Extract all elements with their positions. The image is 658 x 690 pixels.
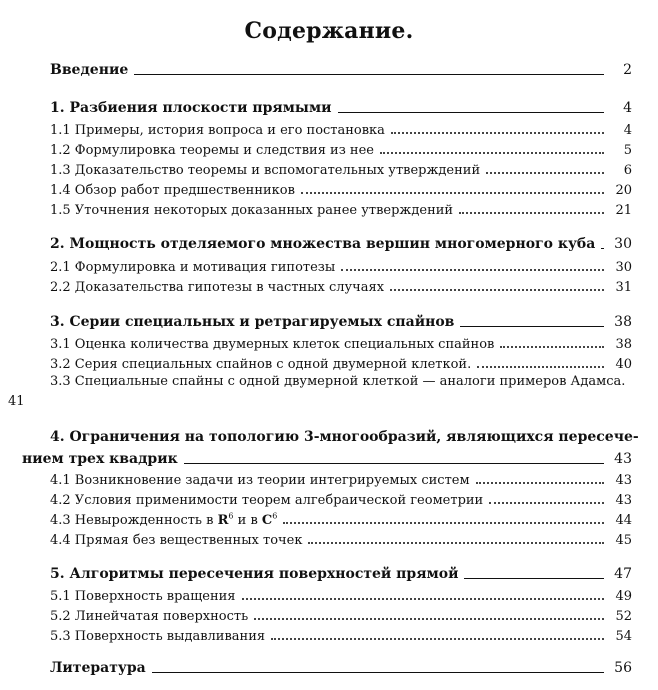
toc-entry-label: 2.2 Доказательства гипотезы в частных случаях xyxy=(50,280,385,295)
toc-page-number: 43 xyxy=(615,493,632,508)
toc-subsection-2-2[interactable] xyxy=(50,277,632,295)
toc-entry-label: 1.1 Примеры, история вопроса и его постановка xyxy=(50,123,385,138)
toc-page-number: 4 xyxy=(623,123,632,138)
leader-line xyxy=(152,672,604,673)
leader-dots xyxy=(486,172,604,174)
toc-subsection-3-1[interactable] xyxy=(50,334,632,352)
toc-page-number: 30 xyxy=(615,260,632,275)
toc-subsection-4-4[interactable] xyxy=(50,530,632,548)
toc-page-number: 5 xyxy=(623,143,632,158)
toc-page-number: 4 xyxy=(623,100,632,116)
toc-section-2[interactable] xyxy=(50,234,632,252)
toc-entry-label: 3. Серии специальных и ретрагируемых спайнов xyxy=(50,314,455,330)
page-title: Содержание. xyxy=(244,18,414,44)
leader-line xyxy=(184,463,604,464)
leader-dots xyxy=(500,346,604,348)
toc-entry-label: 3.3 Специальные спайны с одной двумерной клеткой — аналоги примеров Адамса. xyxy=(50,374,626,389)
toc-page-number: 45 xyxy=(615,533,632,548)
leader-line xyxy=(460,326,604,327)
toc-entry-label: 4.3 Невырожденность в $R^6$ и в $C^6$ xyxy=(50,511,278,528)
toc-entry-intro[interactable] xyxy=(50,60,632,78)
leader-dots xyxy=(301,192,604,194)
toc-entry-label: 4.4 Прямая без вещественных точек xyxy=(50,533,303,548)
leader-dots xyxy=(489,502,604,504)
leader-dots xyxy=(390,289,604,291)
leader-dots xyxy=(380,152,604,154)
toc-entry-label: 5.2 Линейчатая поверхность xyxy=(50,609,249,624)
leader-line xyxy=(601,248,604,249)
toc-subsection-5-2[interactable] xyxy=(50,606,632,624)
toc-page-number: 30 xyxy=(614,236,632,252)
toc-section-1[interactable] xyxy=(50,98,632,116)
toc-page-number: 20 xyxy=(615,183,632,198)
toc-subsection-3-2[interactable] xyxy=(50,354,632,372)
toc-entry-label: 1.4 Обзор работ предшественников xyxy=(50,183,295,198)
toc-entry-label: 4.2 Условия применимости теорем алгебраической геометрии xyxy=(50,493,484,508)
toc-subsection-1-2[interactable] xyxy=(50,140,632,158)
toc-section-3[interactable] xyxy=(50,312,632,330)
toc-entry-label: 1.5 Уточнения некоторых доказанных ранее утверждений xyxy=(50,203,454,218)
toc-subsection-2-1[interactable] xyxy=(50,257,632,275)
leader-dots xyxy=(271,638,604,640)
toc-section-4[interactable] xyxy=(22,429,639,467)
toc-page-number: 21 xyxy=(615,203,632,218)
toc-page-number: 38 xyxy=(615,337,632,352)
leader-dots xyxy=(242,598,604,600)
toc-page-number: 44 xyxy=(615,513,632,528)
toc-entry-label: Введение xyxy=(50,62,129,78)
toc-subsection-1-3[interactable] xyxy=(50,160,632,178)
toc-subsection-1-4[interactable] xyxy=(50,180,632,198)
toc-entry-label: 1. Разбиения плоскости прямыми xyxy=(50,100,332,116)
toc-subsection-4-3[interactable] xyxy=(50,510,632,528)
toc-entry-label: 5.3 Поверхность выдавливания xyxy=(50,629,266,644)
leader-dots xyxy=(283,522,604,524)
toc-entry-label: 4.1 Возникновение задачи из теории интегрируемых систем xyxy=(50,473,470,488)
toc-entry-label: 3.1 Оценка количества двумерных клеток специальных спайнов xyxy=(50,337,495,352)
toc-entry-label: 2.1 Формулировка и мотивация гипотезы xyxy=(50,260,336,275)
toc-entry-label: Литература xyxy=(50,660,146,676)
toc-subsection-4-1[interactable] xyxy=(50,470,632,488)
toc-entry-label: 5. Алгоритмы пересечения поверхностей прямой xyxy=(50,566,459,582)
leader-dots xyxy=(476,482,604,484)
leader-line xyxy=(464,578,604,579)
leader-dots xyxy=(391,132,604,134)
toc-page-number: 49 xyxy=(615,589,632,604)
leader-dots xyxy=(254,618,604,620)
toc-subsection-1-1[interactable] xyxy=(50,120,632,138)
toc-subsection-5-3[interactable] xyxy=(50,626,632,644)
toc-entry-label-line2: нием трех квадрик xyxy=(22,451,178,467)
leader-line xyxy=(134,74,604,75)
leader-dots xyxy=(308,542,604,544)
toc-page-number: 2 xyxy=(623,62,632,78)
leader-dots xyxy=(459,212,604,214)
toc-entry-label: 3.2 Серия специальных спайнов с одной двумерной клеткой. xyxy=(50,357,472,372)
leader-dots xyxy=(477,366,604,368)
toc-page-number: 54 xyxy=(615,629,632,644)
toc-page-number: 40 xyxy=(615,357,632,372)
toc-subsection-1-5[interactable] xyxy=(50,200,632,218)
toc-section-5[interactable] xyxy=(50,564,632,582)
toc-page-number: 38 xyxy=(614,314,632,330)
toc-entry-label: 5.1 Поверхность вращения xyxy=(50,589,236,604)
leader-dots xyxy=(341,269,604,271)
toc-entry-references[interactable] xyxy=(50,658,632,676)
toc-page-number: 6 xyxy=(623,163,632,178)
toc-page-number: 47 xyxy=(614,566,632,582)
toc-entry-label-line1: 4. Ограничения на топологию 3-многообразий, являющихся пересече- xyxy=(50,429,639,445)
leader-line xyxy=(338,112,604,113)
toc-entry-label: 1.2 Формулировка теоремы и следствия из нее xyxy=(50,143,374,158)
toc-page-number: 43 xyxy=(615,473,632,488)
toc-entry-label: 1.3 Доказательство теоремы и вспомогательных утверждений xyxy=(50,163,481,178)
toc-subsection-5-1[interactable] xyxy=(50,586,632,604)
toc-subsection-3-3[interactable] xyxy=(50,374,640,392)
toc-page-number: 31 xyxy=(615,280,632,295)
toc-entry-label: 2. Мощность отделяемого множества вершин многомерного куба xyxy=(50,236,596,252)
toc-page-number: 41 xyxy=(8,394,25,409)
toc-subsection-4-2[interactable] xyxy=(50,490,632,508)
toc-page-number: 52 xyxy=(615,609,632,624)
toc-page-number: 43 xyxy=(614,451,632,467)
toc-page-number: 56 xyxy=(614,660,632,676)
